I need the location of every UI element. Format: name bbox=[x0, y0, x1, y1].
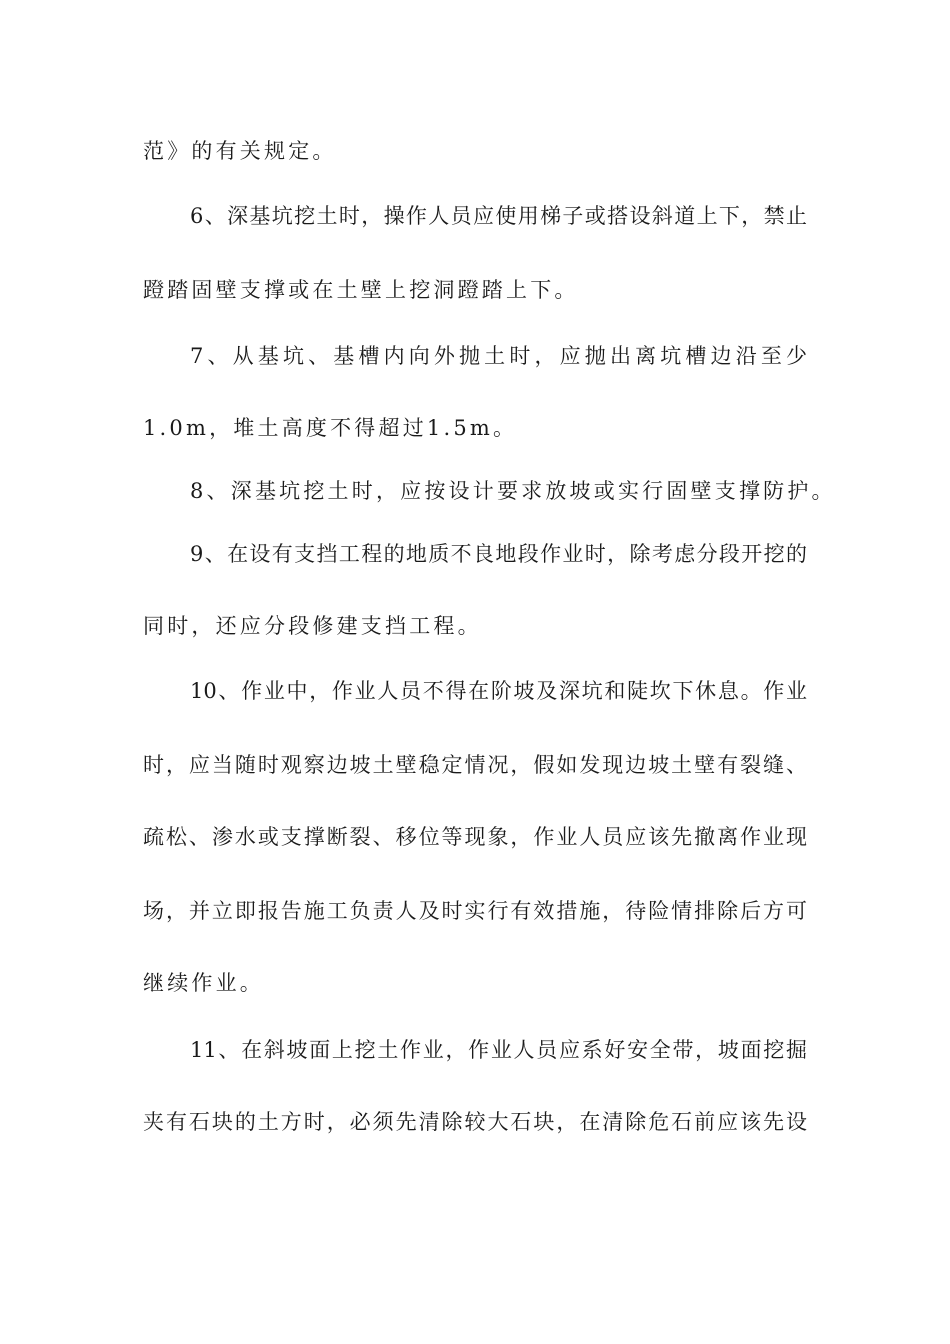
text-line: 6、深基坑挖土时，操作人员应使用梯子或搭设斜道上下，禁止 bbox=[190, 204, 807, 228]
text-line: 继续作业。 bbox=[143, 971, 264, 995]
text-line: 范》的有关规定。 bbox=[143, 139, 337, 163]
text-line: 时，应当随时观察边坡土壁稳定情况，假如发现边坡土壁有裂缝、 bbox=[143, 753, 807, 777]
text-line: 夹有石块的土方时，必须先清除较大石块，在清除危石前应该先设 bbox=[143, 1110, 807, 1134]
text-line: 同时，还应分段修建支挡工程。 bbox=[143, 614, 482, 638]
text-line: 蹬踏固壁支撑或在土壁上挖洞蹬踏上下。 bbox=[143, 278, 579, 302]
text-line: 7、从基坑、基槽内向外抛土时，应抛出离坑槽边沿至少 bbox=[190, 344, 807, 368]
text-line: 8、深基坑挖土时，应按设计要求放坡或实行固壁支撑防护。 bbox=[190, 479, 836, 503]
text-line: 9、在设有支挡工程的地质不良地段作业时，除考虑分段开挖的 bbox=[190, 542, 807, 566]
text-line: 11、在斜坡面上挖土作业，作业人员应系好安全带，坡面挖掘 bbox=[190, 1038, 807, 1062]
text-line: 疏松、渗水或支撑断裂、移位等现象，作业人员应该先撤离作业现 bbox=[143, 825, 807, 849]
text-line: 10、作业中，作业人员不得在阶坡及深坑和陡坎下休息。作业 bbox=[190, 679, 807, 703]
text-line: 场，并立即报告施工负责人及时实行有效措施，待险情排除后方可 bbox=[143, 899, 807, 923]
text-line: 1.0m，堆土高度不得超过1.5m。 bbox=[143, 416, 518, 440]
